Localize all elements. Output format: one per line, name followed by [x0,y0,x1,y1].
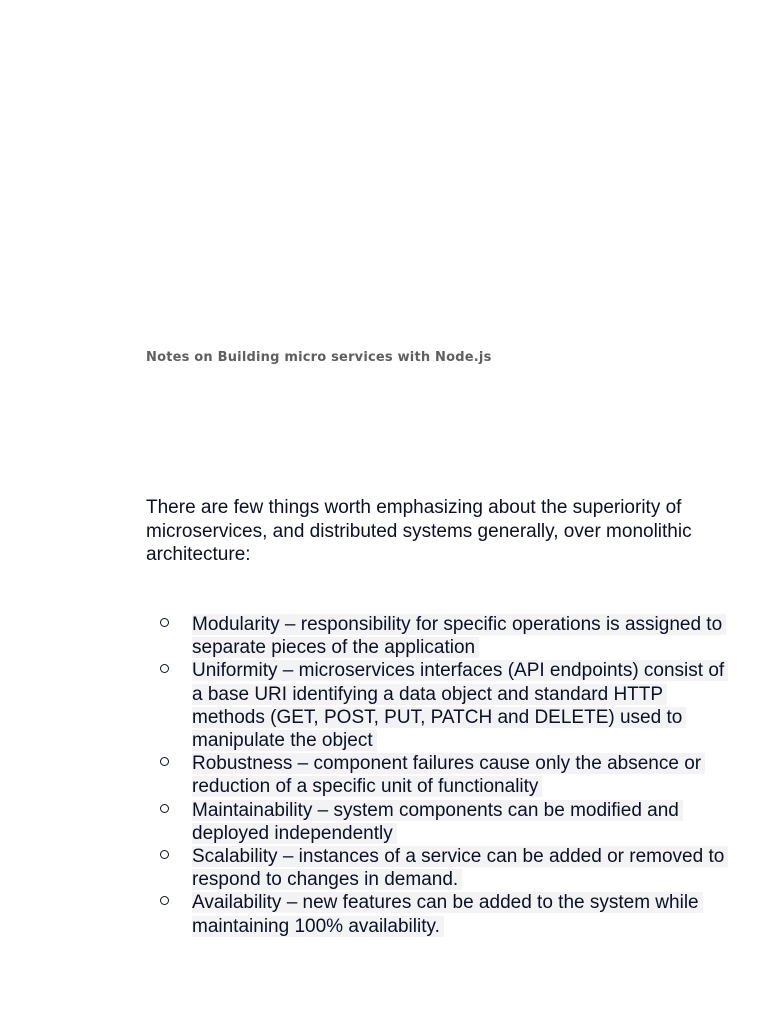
list-item-text: Scalability – instances of a service can be added or removed to respond to changes in demand. [192,846,728,890]
list-item-text: Maintainability – system components can be modified and deployed independently [192,800,683,844]
list-item [160,799,740,845]
list-item-text: Robustness – component failures cause only the absence or reduction of a specific unit of functionality [192,753,705,797]
hollow-circle-bullet-icon [160,804,169,813]
list-item-text: Modularity – responsibility for specific operations is assigned to separate pieces of the application [192,614,726,658]
list-item [160,891,740,937]
hollow-circle-bullet-icon [160,757,169,766]
hollow-circle-bullet-icon [160,896,169,905]
list-item [160,752,740,798]
list-item [160,613,740,659]
list-item [160,659,740,752]
feature-list [160,613,740,938]
hollow-circle-bullet-icon [160,850,169,859]
document-title: Notes on Building micro services with Node.js [146,350,492,365]
list-item [160,845,740,891]
list-item-text: Availability – new features can be added to the system while maintaining 100% availability. [192,892,703,936]
intro-paragraph: There are few things worth emphasizing about the superiority of microservices, and distributed systems generally, over monolithic architecture: [146,497,692,565]
hollow-circle-bullet-icon [160,618,169,627]
list-item-text: Uniformity – microservices interfaces (API endpoints) consist of a base URI identifying a data object and standard HTTP methods (GET, POST, PUT, PATCH and DELETE) used to manipulate the object [192,660,728,751]
hollow-circle-bullet-icon [160,664,169,673]
